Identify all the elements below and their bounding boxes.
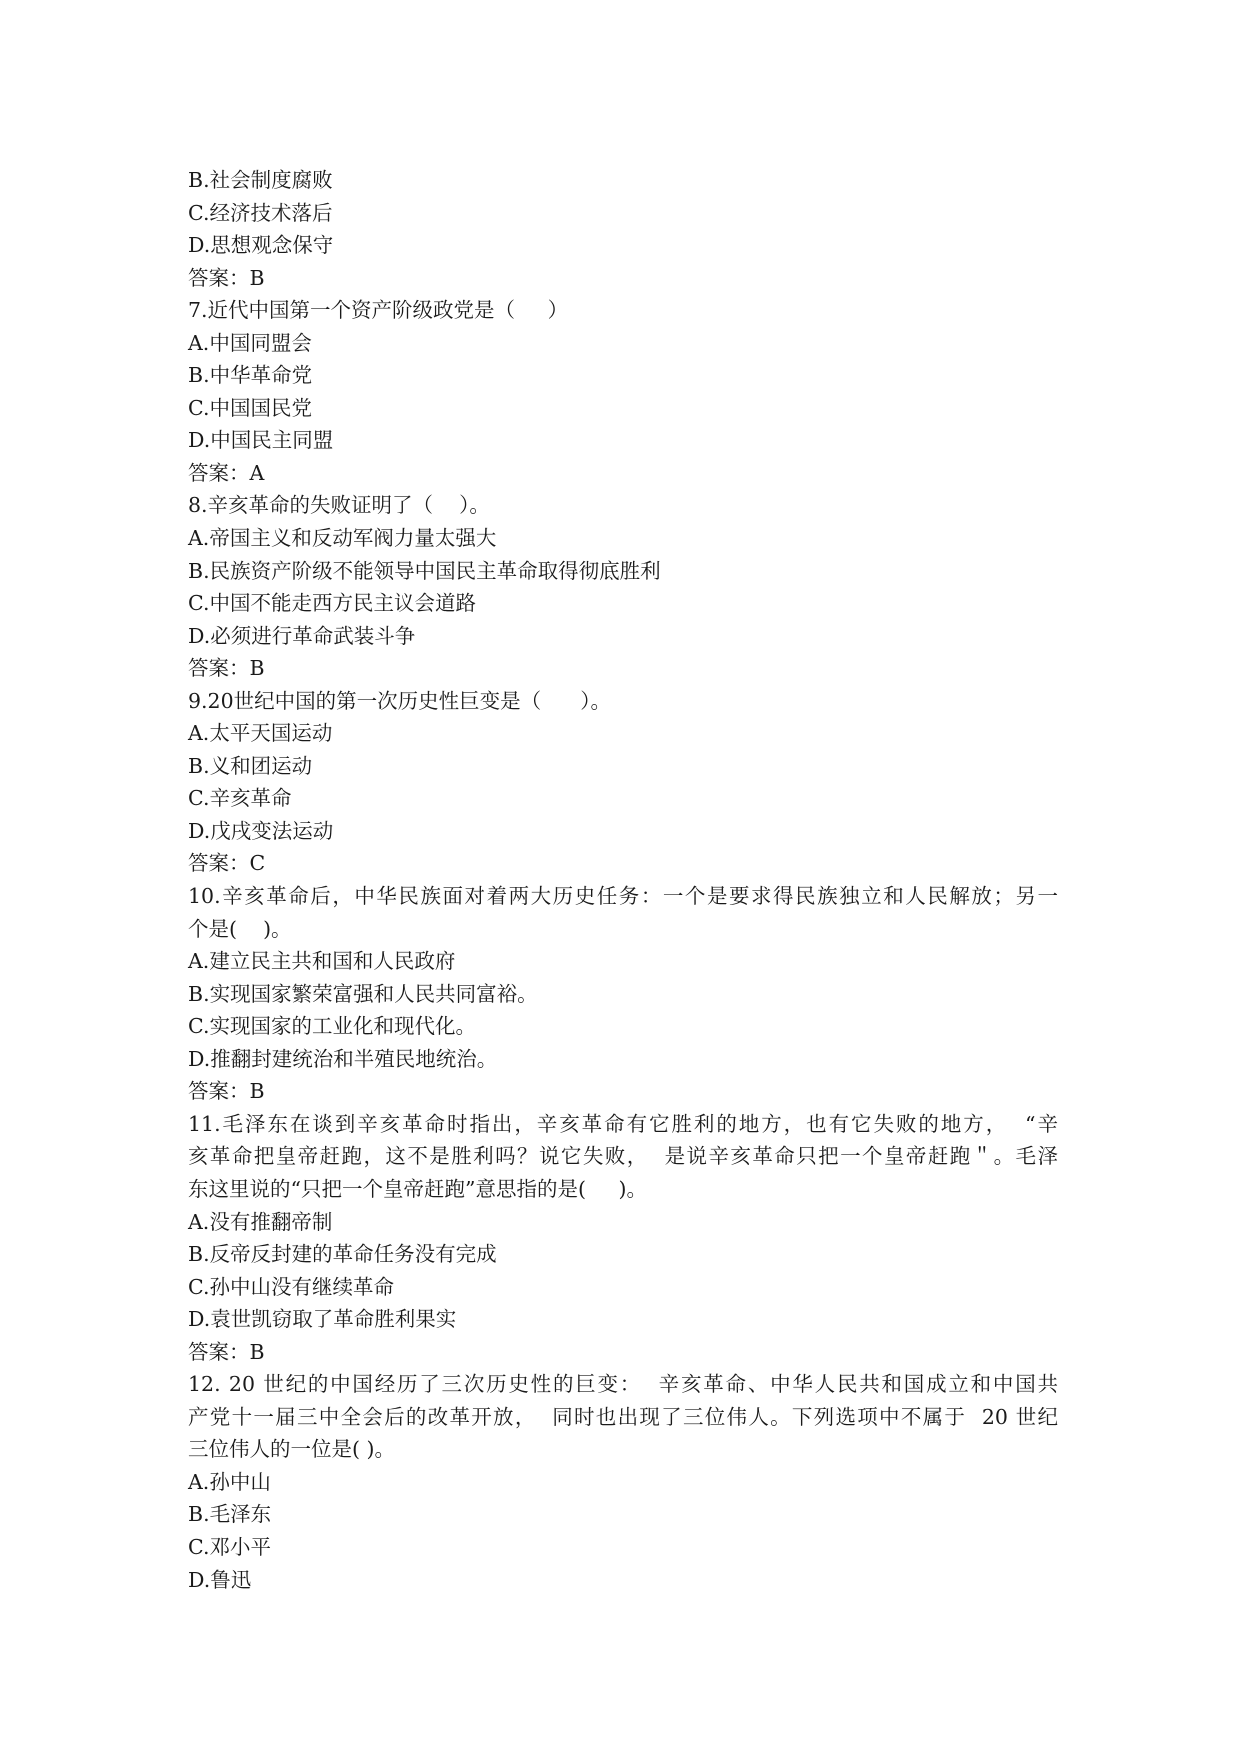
option-line: D.中国民主同盟 bbox=[188, 428, 334, 453]
answer-line: 答案：A bbox=[188, 460, 265, 485]
question-text-line: 亥革命把皇帝赶跑，这不是胜利吗？说它失败， 是说辛亥革命只把一个皇帝赶跑＂。毛泽 bbox=[188, 1144, 1058, 1169]
question-10 bbox=[188, 880, 1058, 945]
answer-line: 答案：C bbox=[188, 851, 266, 876]
option-line: A.建立民主共和国和人民政府 bbox=[188, 949, 456, 974]
question-7: 7.近代中国第一个资产阶级政党是（ ） bbox=[188, 298, 569, 323]
question-text-line: 12. 20 世纪的中国经历了三次历史性的巨变： 辛亥革命、中华人民共和国成立和中国共 bbox=[188, 1372, 1058, 1397]
question-12 bbox=[188, 1368, 1058, 1466]
question-text-line: 个是( )。 bbox=[188, 916, 292, 941]
option-line: C.经济技术落后 bbox=[188, 200, 333, 225]
option-line: A.孙中山 bbox=[188, 1469, 271, 1494]
option-line: A.帝国主义和反动军阀力量太强大 bbox=[188, 526, 497, 551]
option-line: A.太平天国运动 bbox=[188, 721, 333, 746]
answer-line: 答案：B bbox=[188, 1079, 265, 1104]
question-text-line: 11.毛泽东在谈到辛亥革命时指出，辛亥革命有它胜利的地方，也有它失败的地方， “辛 bbox=[188, 1111, 1058, 1136]
question-8: 8.辛亥革命的失败证明了（ ）。 bbox=[188, 493, 490, 518]
option-line: D.鲁迅 bbox=[188, 1567, 252, 1592]
option-line: B.社会制度腐败 bbox=[188, 168, 333, 192]
question-text-line: 三位伟人的一位是( )。 bbox=[188, 1437, 396, 1462]
option-line: C.辛亥革命 bbox=[188, 786, 292, 811]
question-text-line: 产党十一届三中全会后的改革开放， 同时也出现了三位伟人。下列选项中不属于 20 世纪 bbox=[188, 1404, 1058, 1429]
option-line: D.戊戌变法运动 bbox=[188, 818, 334, 843]
option-line: D.袁世凯窃取了革命胜利果实 bbox=[188, 1307, 457, 1332]
option-line: B.中华革命党 bbox=[188, 363, 313, 388]
option-line: D.必须进行革命武装斗争 bbox=[188, 623, 416, 648]
option-line: A.中国同盟会 bbox=[188, 330, 312, 355]
option-line: B.民族资产阶级不能领导中国民主革命取得彻底胜利 bbox=[188, 558, 661, 583]
option-line: C.实现国家的工业化和现代化。 bbox=[188, 1014, 476, 1039]
option-line: C.孙中山没有继续革命 bbox=[188, 1274, 394, 1299]
option-line: D.推翻封建统治和半殖民地统治。 bbox=[188, 1046, 498, 1071]
question-9: 9.20世纪中国的第一次历史性巨变是（ ）。 bbox=[188, 688, 611, 713]
answer-line: 答案：B bbox=[188, 1339, 265, 1364]
question-text-line: 10.辛亥革命后，中华民族面对着两大历史任务：一个是要求得民族独立和人民解放；另一 bbox=[188, 884, 1058, 909]
option-line: D.思想观念保守 bbox=[188, 233, 334, 258]
answer-line: 答案：B bbox=[188, 265, 265, 290]
question-text-line: 东这里说的“只把一个皇帝赶跑”意思指的是( )。 bbox=[188, 1176, 648, 1201]
document-body bbox=[188, 164, 1058, 1596]
option-line: B.毛泽东 bbox=[188, 1502, 272, 1527]
option-line: C.中国不能走西方民主议会道路 bbox=[188, 591, 476, 616]
option-line: C.邓小平 bbox=[188, 1534, 271, 1559]
question-11 bbox=[188, 1108, 1058, 1206]
answer-line: 答案：B bbox=[188, 656, 265, 681]
option-line: B.反帝反封建的革命任务没有完成 bbox=[188, 1242, 497, 1267]
option-line: C.中国国民党 bbox=[188, 395, 312, 420]
option-line: B.义和团运动 bbox=[188, 753, 313, 778]
option-line: A.没有推翻帝制 bbox=[188, 1209, 333, 1234]
option-line: B.实现国家繁荣富强和人民共同富裕。 bbox=[188, 981, 538, 1006]
